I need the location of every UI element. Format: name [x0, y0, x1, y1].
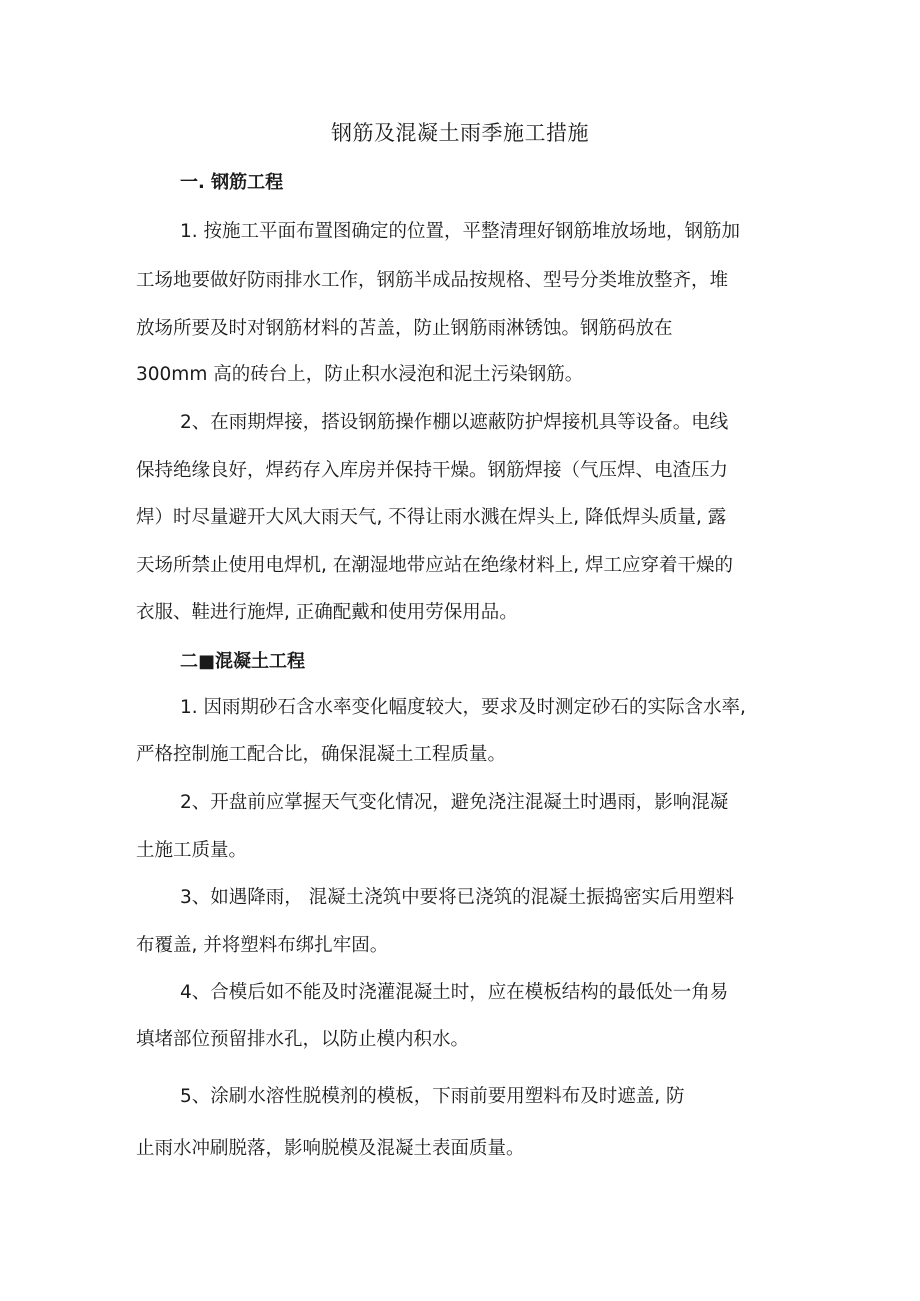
paragraph-line: 5、涂刷水溶性脱模剂的模板，下雨前要用塑料布及时遮盖, 防 [180, 1086, 685, 1107]
paragraph-line: 焊）时尽量避开大风大雨天气, 不得让雨水溅在焊头上, 降低焊头质量, 露 [136, 507, 727, 528]
paragraph-line: 布覆盖, 并将塑料布绑扎牢固。 [136, 935, 389, 956]
section-heading-rebar: 一. 钢筋工程 [180, 172, 284, 193]
paragraph-line: 1. 因雨期砂石含水率变化幅度较大，要求及时测定砂石的实际含水率, [180, 697, 746, 718]
section-heading-concrete: 二■混凝土工程 [180, 651, 306, 672]
document-title: 钢筋及混凝土雨季施工措施 [331, 121, 589, 145]
paragraph-line: 2、在雨期焊接，搭设钢筋操作棚以遮蔽防护焊接机具等设备。电线 [180, 412, 729, 433]
paragraph-line: 天场所禁止使用电焊机, 在潮湿地带应站在绝缘材料上, 焊工应穿着干燥的 [136, 555, 734, 576]
paragraph-line: 止雨水冲刷脱落，影响脱模及混凝土表面质量。 [136, 1138, 525, 1159]
paragraph-line: 工场地要做好防雨排水工作，钢筋半成品按规格、型号分类堆放整齐，堆 [136, 270, 729, 291]
paragraph-line: 保持绝缘良好，焊药存入库房并保持干燥。钢筋焊接（气压焊、电渣压力 [136, 460, 729, 481]
paragraph-line: 300mm 高的砖台上，防止积水浸泡和泥土污染钢筋。 [136, 364, 584, 385]
paragraph-line: 3、如遇降雨， 混凝土浇筑中要将已浇筑的混凝土振捣密实后用塑料 [180, 887, 735, 908]
paragraph-line: 放场所要及时对钢筋材料的苫盖，防止钢筋雨淋锈蚀。钢筋码放在 [136, 318, 673, 339]
paragraph-line: 衣服、鞋进行施焊, 正确配戴和使用劳保用品。 [136, 602, 518, 623]
paragraph-line: 土施工质量。 [136, 840, 248, 861]
paragraph-line: 4、合模后如不能及时浇灌混凝土时，应在模板结构的最低处一角易 [180, 982, 729, 1003]
paragraph-line: 2、开盘前应掌握天气变化情况，避免浇注混凝土时遇雨，影响混凝 [180, 792, 729, 813]
paragraph-line: 填堵部位预留排水孔，以防止模内积水。 [136, 1029, 470, 1050]
paragraph-line: 1. 按施工平面布置图确定的位置，平整清理好钢筋堆放场地，钢筋加 [180, 221, 741, 242]
paragraph-line: 严格控制施工配合比，确保混凝土工程质量。 [136, 744, 507, 765]
